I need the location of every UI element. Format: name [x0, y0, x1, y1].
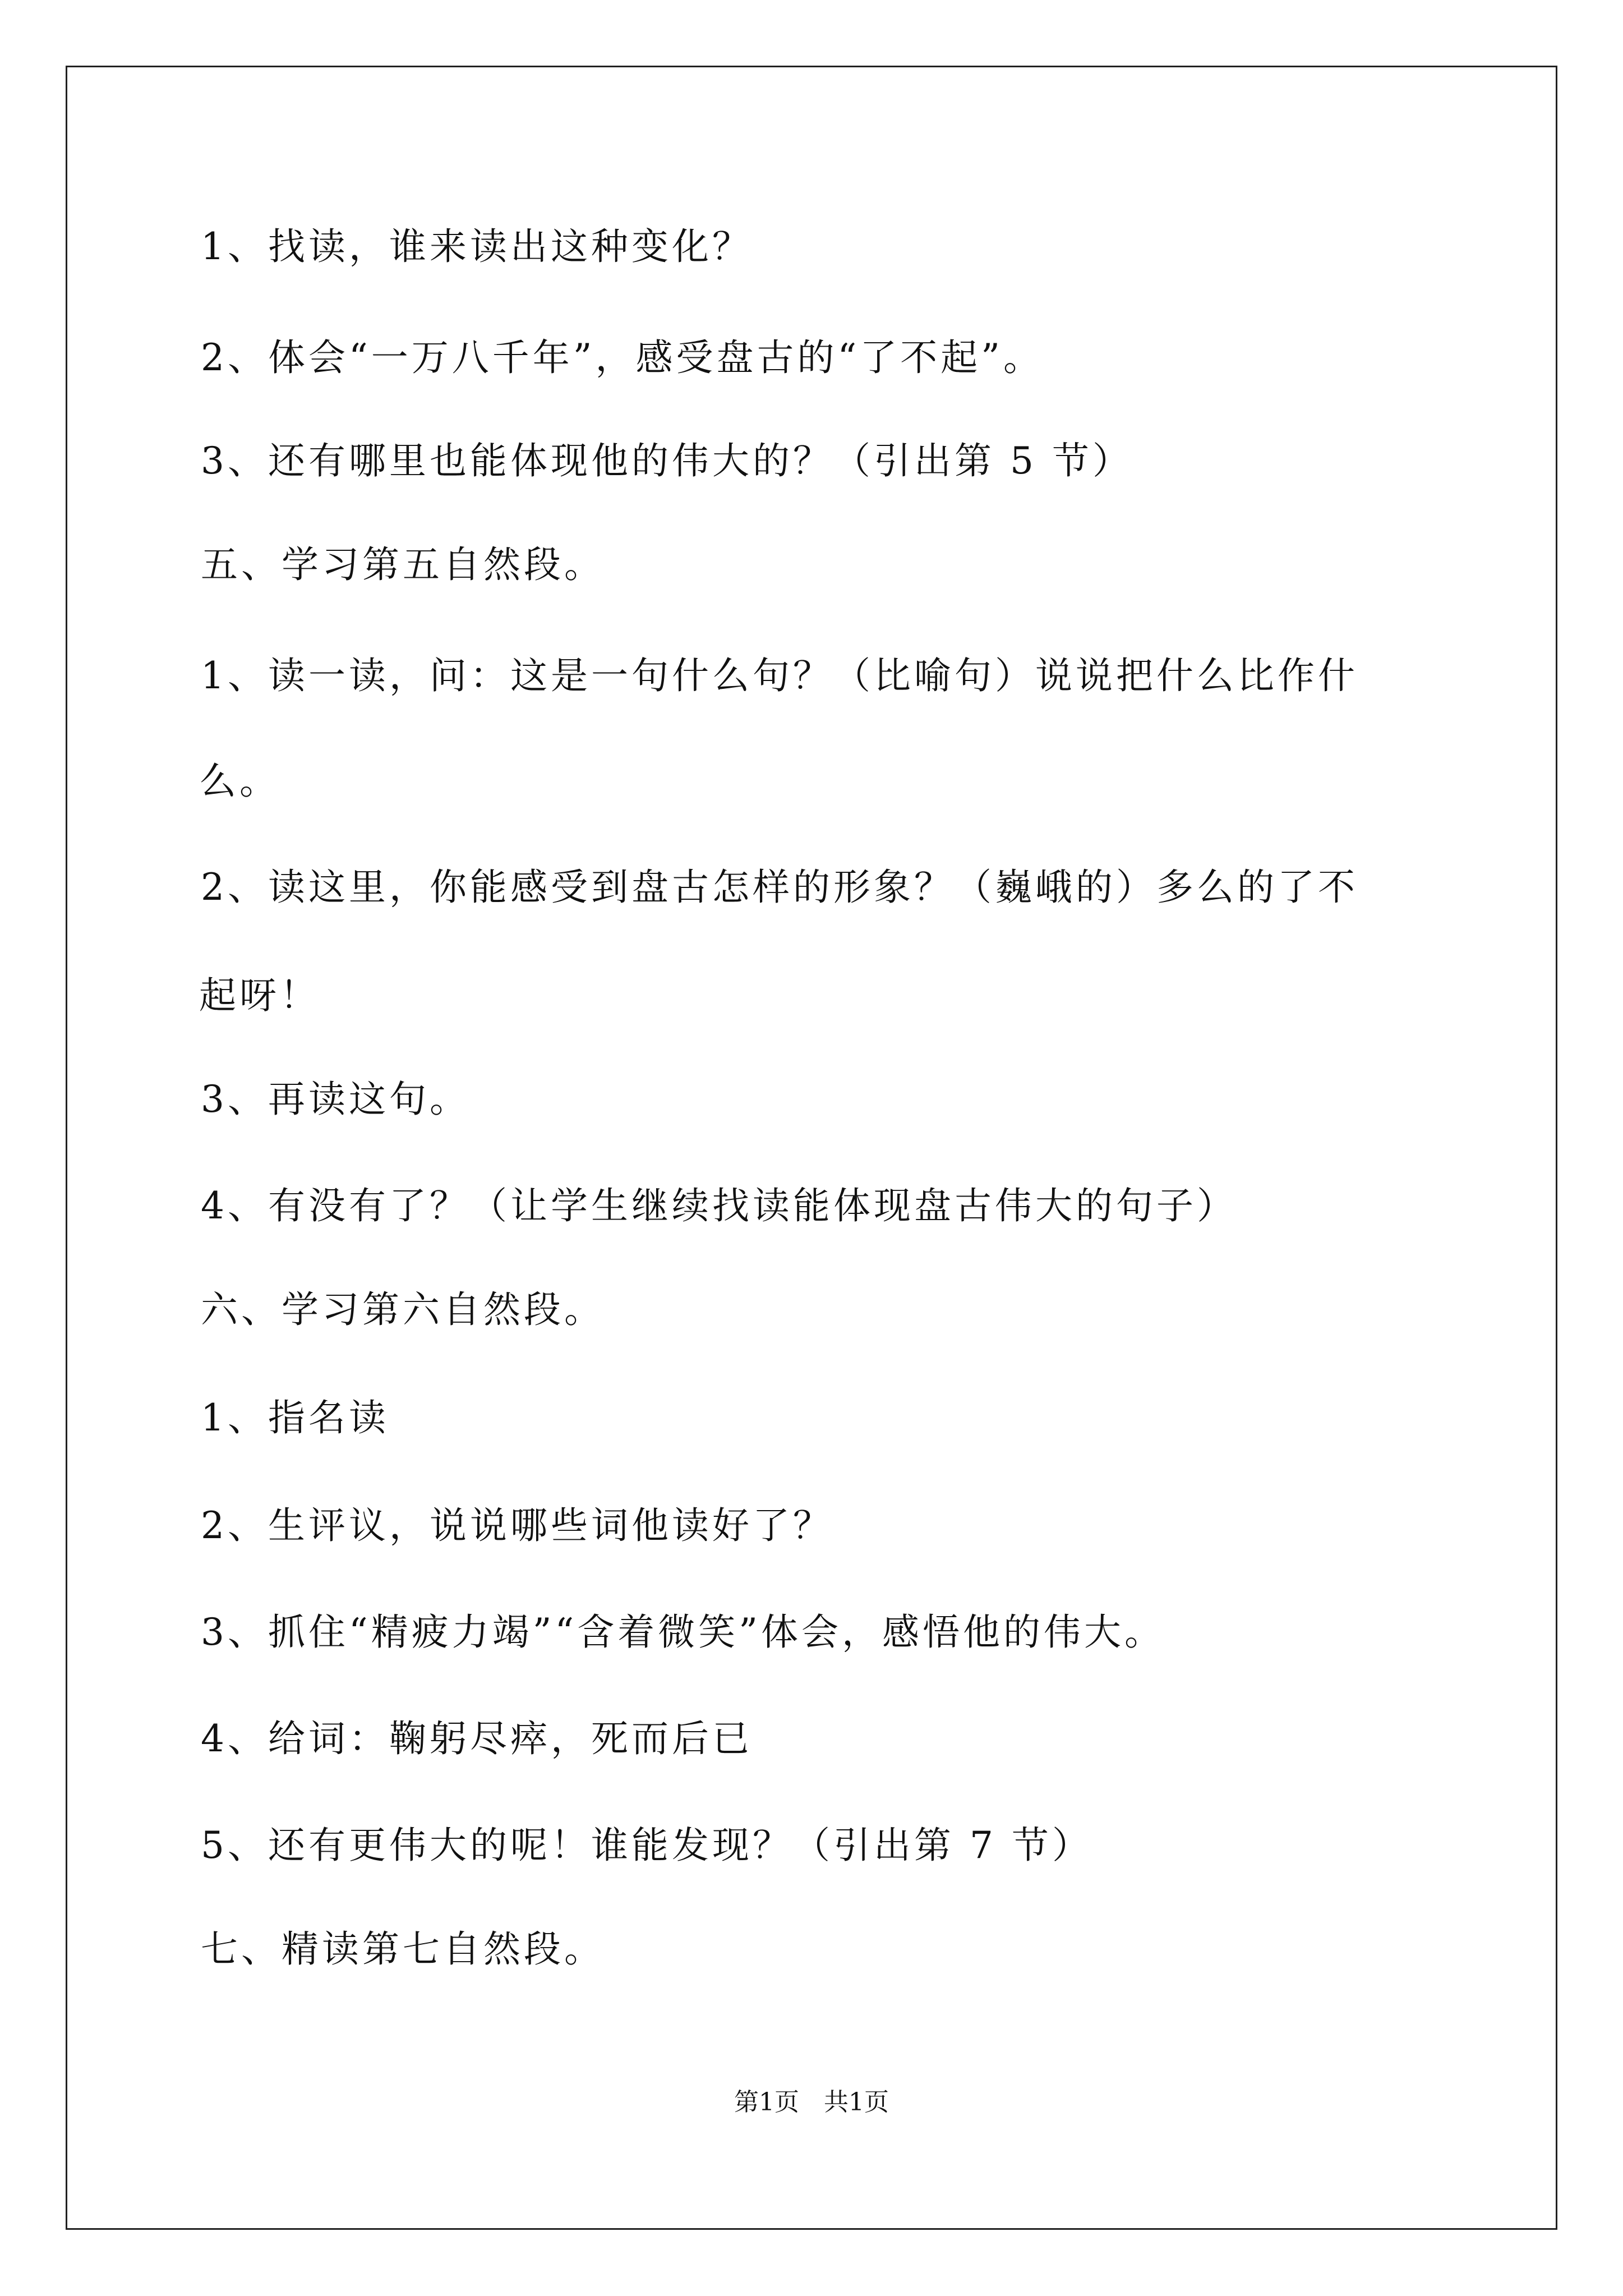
text-line: 4、有没有了？（让学生继续找读能体现盘古伟大的句子）	[201, 1184, 1237, 1227]
page-footer: 第1页 共1页	[734, 2088, 889, 2116]
text-line: 1、找读，谁来读出这种变化？	[201, 225, 753, 268]
section-heading: 七、精读第七自然段。	[201, 1927, 605, 1971]
page-border	[66, 66, 1557, 2230]
text-line: 1、指名读	[201, 1396, 389, 1439]
text-line: 3、再读这句。	[201, 1078, 470, 1121]
section-heading: 五、学习第五自然段。	[201, 543, 605, 586]
text-line: 2、读这里，你能感受到盘古怎样的形象？（巍峨的）多么的了不	[201, 866, 1358, 909]
text-line: 3、还有哪里也能体现他的伟大的？（引出第 5 节）	[201, 439, 1133, 482]
section-heading: 六、学习第六自然段。	[201, 1288, 605, 1331]
text-line: 5、还有更伟大的呢！谁能发现？（引出第 7 节）	[201, 1824, 1092, 1867]
text-line: 2、体会“一万八千年”，感受盘古的“了不起”。	[201, 336, 1044, 379]
text-line: 2、生评议，说说哪些词他读好了？	[201, 1504, 833, 1547]
text-line: 1、读一读，问：这是一句什么句？（比喻句）说说把什么比作什	[201, 654, 1358, 697]
text-line-continuation: 起呀！	[199, 974, 320, 1017]
text-line-continuation: 么。	[199, 760, 280, 803]
text-line: 3、抓住“精疲力竭”“含着微笑”体会，感悟他的伟大。	[201, 1611, 1165, 1654]
text-line: 4、给词：鞠躬尽瘁，死而后已	[201, 1717, 753, 1760]
